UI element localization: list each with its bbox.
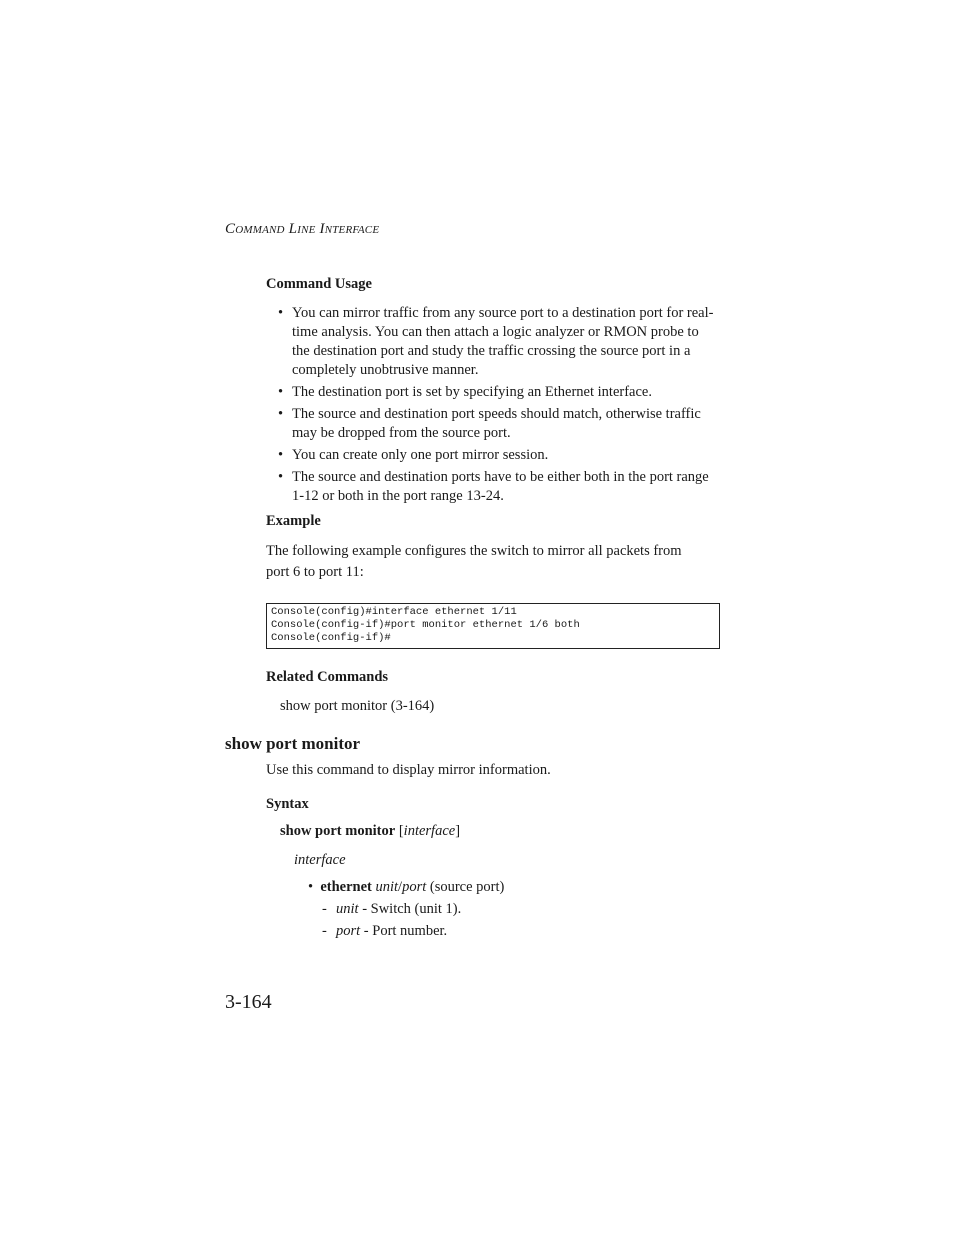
example-heading: Example	[266, 513, 321, 529]
dash-item-desc: - Switch (unit 1).	[358, 901, 462, 917]
param-suffix: (source port)	[426, 879, 505, 895]
command-usage-list	[266, 304, 718, 509]
bullet-dot: •	[308, 879, 321, 895]
header-word: INE	[297, 224, 316, 236]
code-line: Console(config-if)#	[271, 632, 391, 644]
header-initial: C	[225, 221, 236, 237]
param-bullet	[308, 879, 504, 896]
dash-item: - unit - Switch (unit 1).	[322, 901, 462, 917]
section-title: show port monitor	[225, 734, 361, 753]
list-item: • The source and destination ports have to be either both in the port range 1-12 or both in the port range 13-24.	[266, 468, 718, 506]
syntax-bracket: [	[395, 823, 404, 839]
list-item: • You can mirror traffic from any source port to a destination port for real-time analysis. You can then attach a logic analyzer or RMON probe to the destination port and study the traffic crossing the source port in a completely unobtrusive manner.	[266, 304, 718, 380]
related-command-link[interactable]: show port monitor (3-164)	[280, 698, 435, 714]
page-number: 3-164	[225, 991, 272, 1013]
example-text: The following example configures the switch to mirror all packets from port 6 to port 11:	[266, 543, 682, 580]
dash-item: - port - Port number.	[322, 923, 448, 939]
running-header	[225, 221, 379, 238]
code-line: Console(config)#interface ethernet 1/11	[271, 606, 517, 618]
dash-item-desc: - Port number.	[360, 923, 448, 939]
list-item: • The source and destination port speeds should match, otherwise traffic may be dropped from the source port.	[266, 405, 718, 443]
syntax-command: show port monitor	[280, 823, 396, 839]
param-keyword: ethernet	[320, 879, 372, 895]
list-item: • You can create only one port mirror session.	[266, 446, 718, 465]
related-commands-heading: Related Commands	[266, 669, 389, 685]
syntax-arg: interface	[403, 823, 456, 839]
code-block	[266, 603, 720, 649]
param-unit: unit	[375, 879, 399, 895]
dash-item-name: unit	[336, 901, 359, 917]
header-initial: I	[319, 221, 325, 237]
code-line: Console(config-if)#port monitor ethernet 1/6 both	[271, 619, 580, 631]
header-initial: L	[288, 221, 298, 237]
dash-item-name: port	[336, 923, 361, 939]
syntax-bracket: ]	[455, 823, 461, 839]
list-item: • The destination port is set by specifying an Ethernet interface.	[266, 383, 718, 402]
syntax-heading: Syntax	[266, 796, 309, 812]
command-usage-heading: Command Usage	[266, 276, 372, 292]
syntax-line	[280, 823, 460, 840]
section-description: Use this command to display mirror information.	[266, 762, 551, 778]
param-slash: /	[398, 879, 403, 895]
header-word: OMMAND	[235, 224, 285, 236]
header-word: NTERFACE	[324, 224, 380, 236]
param-name: interface	[294, 852, 346, 868]
param-port: port	[402, 879, 427, 895]
